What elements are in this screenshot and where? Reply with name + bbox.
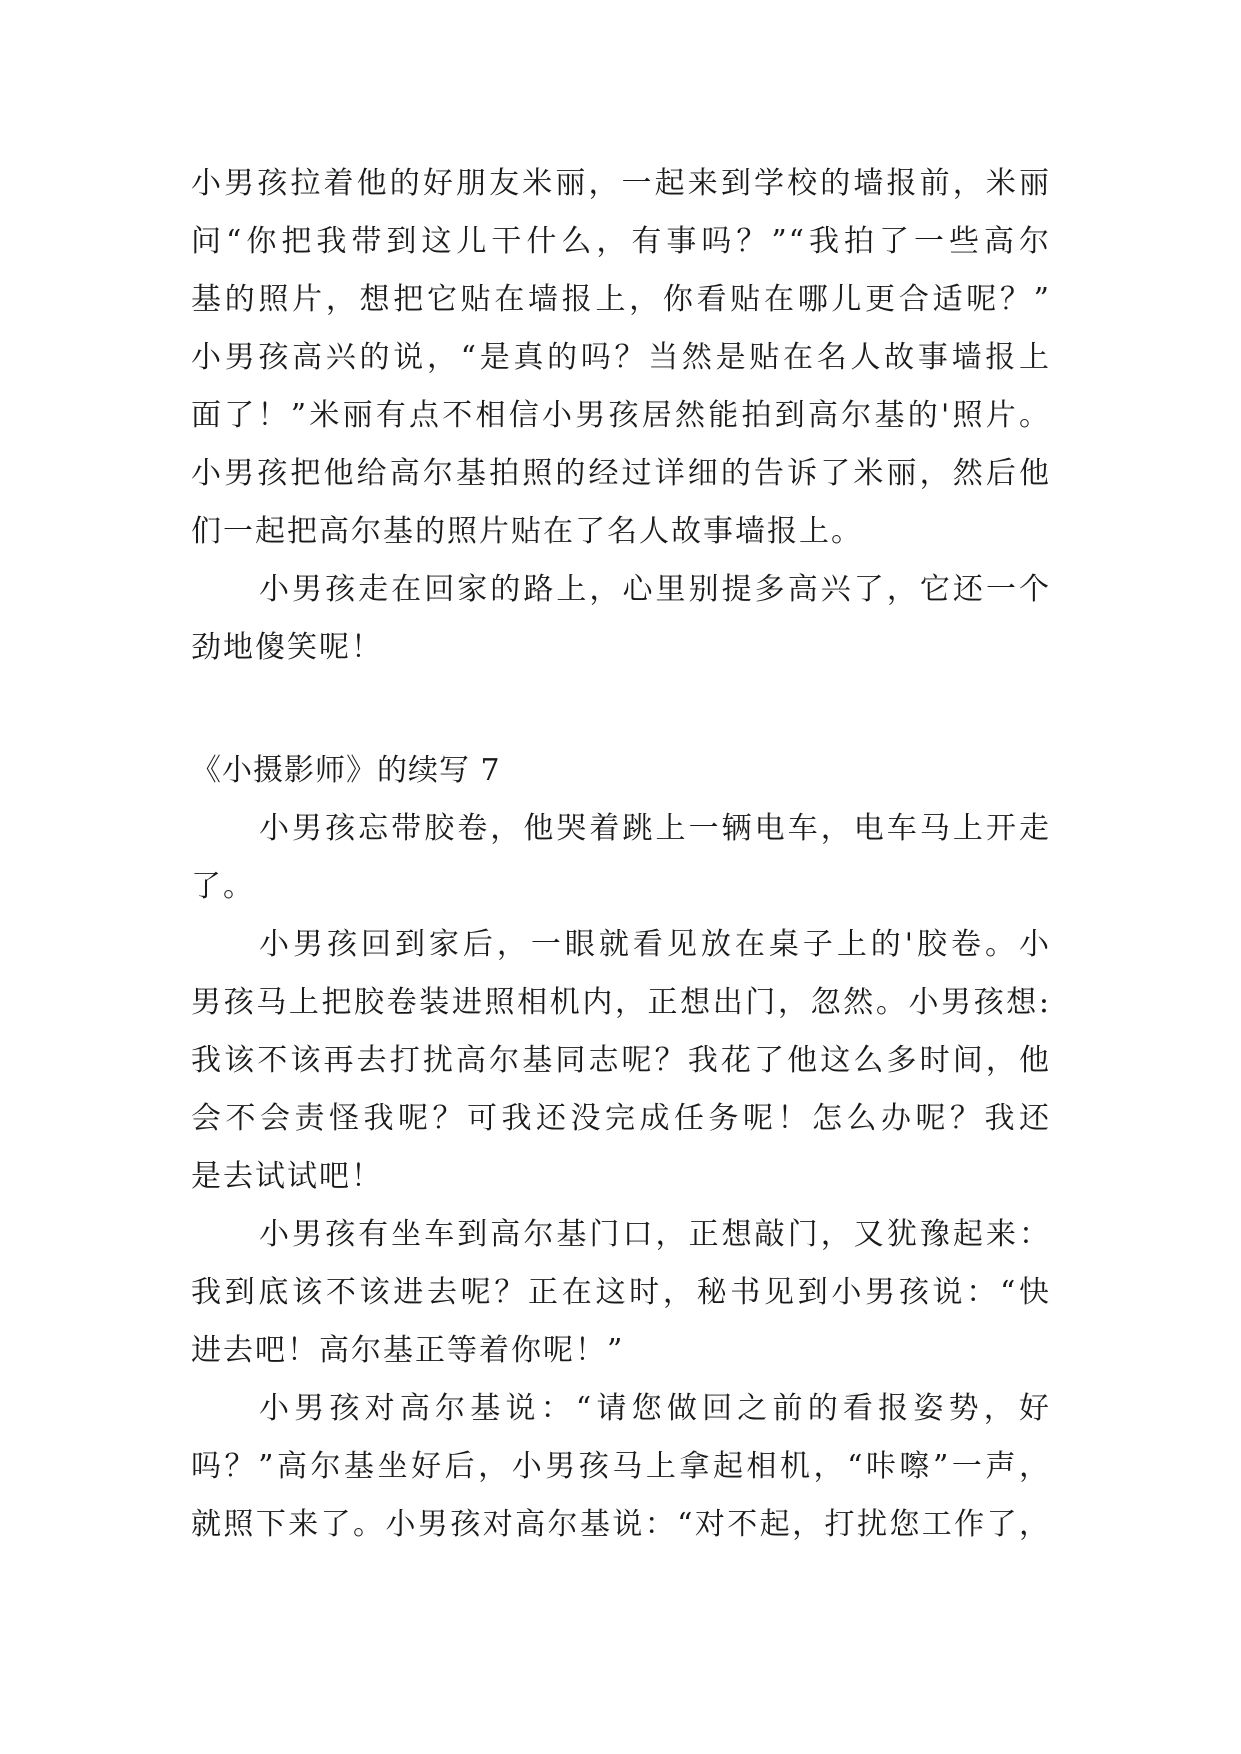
paragraph-line: 小男孩拉着他的好朋友米丽，一起来到学校的墙报前，米丽 xyxy=(191,166,1051,201)
paragraph-line: 们一起把高尔基的照片贴在了名人故事墙报上。 xyxy=(191,514,863,549)
paragraph-5 xyxy=(191,1206,1051,1380)
paragraph-line: 小男孩对高尔基说：“请您做回之前的看报姿势，好 xyxy=(259,1391,1051,1426)
paragraph-line: 男孩马上把胶卷装进照相机内，正想出门，忽然。小男孩想: xyxy=(191,985,1051,1020)
paragraph-line: 会不会责怪我呢？可我还没完成任务呢！怎么办呢？我还 xyxy=(191,1101,1051,1136)
paragraph-line: 劲地傻笑呢！ xyxy=(191,630,383,665)
paragraph-line: 了。 xyxy=(191,869,255,904)
paragraph-line: 小男孩把他给高尔基拍照的经过详细的告诉了米丽，然后他 xyxy=(191,456,1051,491)
paragraph-line: 面了！”米丽有点不相信小男孩居然能拍到高尔基的'照片。 xyxy=(191,398,1051,433)
paragraph-line: 小男孩走在回家的路上，心里别提多高兴了，它还一个 xyxy=(259,572,1051,607)
paragraph-line: 就照下来了。小男孩对高尔基说：“对不起，打扰您工作了， xyxy=(191,1507,1051,1542)
paragraph-line: 进去吧！高尔基正等着你呢！” xyxy=(191,1333,625,1368)
paragraph-line: 小男孩忘带胶卷，他哭着跳上一辆电车，电车马上开走 xyxy=(259,811,1051,846)
paragraph-1 xyxy=(191,155,1051,561)
paragraph-line: 小男孩有坐车到高尔基门口，正想敲门，又犹豫起来： xyxy=(259,1217,1051,1252)
paragraph-line: 我该不该再去打扰高尔基同志呢？我花了他这么多时间，他 xyxy=(191,1043,1051,1078)
paragraph-line: 是去试试吧！ xyxy=(191,1159,383,1194)
paragraph-line: 基的照片，想把它贴在墙报上，你看贴在哪儿更合适呢？” xyxy=(191,282,1051,317)
paragraph-line: 小男孩高兴的说，“是真的吗？当然是贴在名人故事墙报上 xyxy=(191,340,1051,375)
paragraph-line: 我到底该不该进去呢？正在这时，秘书见到小男孩说：“快 xyxy=(191,1275,1051,1310)
paragraph-line: 问“你把我带到这儿干什么，有事吗？”“我拍了一些高尔 xyxy=(191,224,1051,259)
section-title: 《小摄影师》的续写 7 xyxy=(191,753,501,788)
paragraph-2 xyxy=(191,561,1051,677)
paragraph-line: 吗？”高尔基坐好后，小男孩马上拿起相机，“咔嚓”一声， xyxy=(191,1449,1051,1484)
paragraph-3 xyxy=(191,800,1051,916)
paragraph-6 xyxy=(191,1380,1051,1554)
paragraph-4 xyxy=(191,916,1051,1206)
paragraph-line: 小男孩回到家后，一眼就看见放在桌子上的'胶卷。小 xyxy=(259,927,1051,962)
